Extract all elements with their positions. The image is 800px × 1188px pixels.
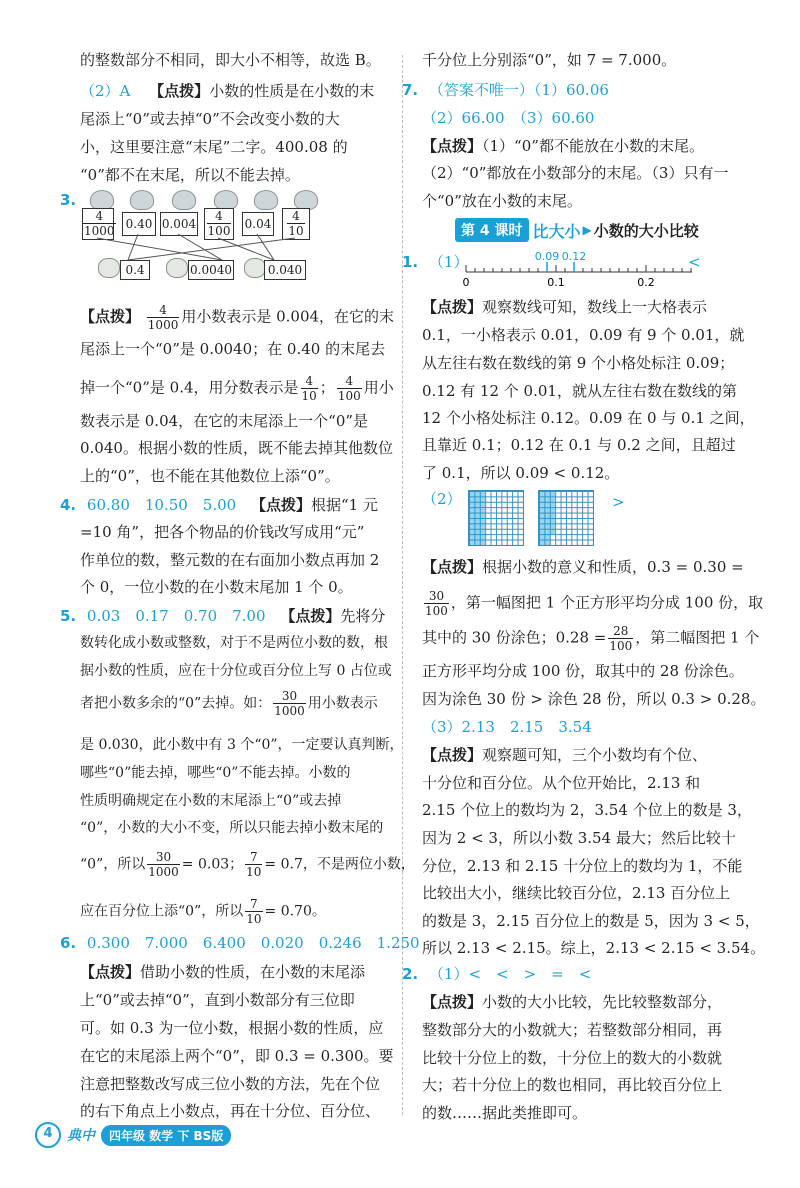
part-label: （2）: [422, 490, 462, 508]
tick-label: 0.2: [637, 276, 655, 288]
text-line: 上的“0”，也不能在其他数位上添“0”。: [80, 467, 340, 485]
lesson-subtitle: 小数的大小比较: [593, 221, 699, 240]
brand-logo: 典中: [67, 1128, 95, 1144]
text-line: 大；若十分位上的数也相同，再比较百分位上: [422, 1076, 723, 1094]
answer-box: 0.040: [264, 260, 306, 280]
shaded-region: [550, 491, 555, 534]
q6-line: 6. 0.300 7.000 6.400 0.020 0.246 1.250: [60, 934, 420, 952]
hundred-grid: [538, 490, 594, 546]
compare-answer: >: [612, 493, 625, 511]
compare-answer: <: [688, 253, 701, 271]
option-box: 0.40: [122, 212, 156, 236]
text-line: 分位，2.13 和 2.15 十分位上的数均为 1，不能: [422, 857, 743, 875]
text-line: 的数是 3，2.15 百分位上的数是 5，因为 3 < 5，: [422, 912, 760, 930]
option-box: $\frac{4}{10}$: [282, 208, 310, 240]
s1-tip-line: 【点拨】观察题可知，三个小数均有个位、: [422, 746, 708, 764]
series-label: 四年级 数学 下 BS版: [101, 1125, 231, 1146]
q5-frac-line: 者把小数多余的“0”去掉。如： $\frac{30}{1000}$ 用小数表示: [80, 689, 378, 718]
mark-label: 0.12: [561, 250, 587, 263]
text-line: 0.1，一小格表示 0.01，0.09 有 9 个 0.01，就: [422, 326, 745, 344]
s2-tip-line: 【点拨】小数的大小比较，先比较整数部分，: [422, 993, 723, 1011]
hundred-grid: [468, 490, 524, 546]
text-line: 0.040。根据小数的性质，既不能去掉其他数位: [80, 439, 393, 457]
s2-line: 2. （1）< < > = <: [402, 965, 592, 983]
q7-line: 7. （答案不唯一）（1）60.06: [402, 81, 609, 99]
text-line: 整数部分大的小数就大；若整数部分相同，再: [422, 1021, 723, 1039]
text-line: 比较出大小，继续比较百分位，2.13 百分位上: [422, 884, 731, 902]
text-line: 比较十分位上的数，十分位上的数大的小数就: [422, 1049, 723, 1067]
text-line: 了 0.1，所以 0.09 < 0.12。: [422, 464, 620, 482]
text-line: 正方形平均分成 100 份，取其中的 28 份涂色。: [422, 662, 744, 680]
frac-line: $\frac{30}{100}$ ，第一幅图把 1 个正方形平均分成 100 份，取: [425, 589, 764, 618]
text-line: 哪些“0”能去掉，哪些“0”不能去掉。小数的: [80, 765, 351, 781]
text-line: 因为涂色 30 份 > 涂色 28 份，所以 0.3 > 0.28。: [422, 690, 766, 708]
text-line: 小，这里要注意“末尾”二字。400.08 的: [80, 138, 348, 156]
q5-line: 5. 0.03 0.17 0.70 7.00 【点拨】先将分: [60, 607, 386, 625]
answer-line: （3）2.13 2.15 3.54: [422, 718, 592, 736]
tick-label: 0: [462, 276, 470, 288]
text-line: 因为 2 < 3，所以小数 3.54 最大；然后比较十: [422, 829, 736, 847]
answer-line: （2）66.00 （3）60.60: [422, 109, 595, 127]
lesson-header: [455, 218, 699, 242]
text-line: 数表示是 0.04，在它的末尾添上一个“0”是: [80, 412, 369, 430]
text-line: 十分位和百分位。从个位开始比，2.13 和: [422, 774, 701, 792]
text-line: 数转化成小数或整数，对于不是两位小数的数，根: [80, 635, 388, 651]
text-line: 且靠近 0.1；0.12 在 0.1 与 0.2 之间，且超过: [422, 436, 736, 454]
s1-tip-line: 【点拨】观察数线可知，数线上一大格表示: [422, 298, 708, 316]
q5-frac-line: 应在百分位上添“0”，所以 $\frac{7}{10}$ = 0.70。: [80, 897, 326, 926]
text-line: 性质明确规定在小数的末尾添上“0”或去掉: [80, 793, 342, 809]
text-line: =10 角”，把各个物品的价钱改写成用“元”: [80, 523, 365, 541]
snail-frog-diagram: [80, 188, 390, 280]
option-box: $\frac{4}{100}$: [204, 208, 234, 240]
lesson-tag: 第 4 课时: [455, 218, 529, 242]
text-line: 的整数部分不相同，即大小不相等，故选 B。: [80, 51, 381, 69]
answer: （2）A: [80, 82, 131, 100]
option-box: 0.04: [242, 212, 274, 236]
frog-icon: [166, 258, 188, 278]
question-number: 3.: [60, 191, 77, 209]
q7-tip-line: 【点拨】（1）“0”都不能放在小数的末尾。: [422, 137, 704, 155]
frac-line: 其中的 30 份涂色；0.28 = $\frac{28}{100}$ ，第二幅图把 1 个: [422, 624, 760, 653]
q6-tip-line: 【点拨】借助小数的性质，在小数的末尾添: [80, 963, 366, 981]
text-line: 上“0”或去掉“0”，直到小数部分有三位即: [80, 991, 355, 1009]
text-line: 个 0，一位小数的在小数末尾加 1 个 0。: [80, 578, 353, 596]
s1-line: 1. （1）: [402, 253, 469, 271]
text-line: 作单位的数，整元数的在右面加小数点再加 2: [80, 551, 380, 569]
text-line: 在它的末尾添上两个“0”，即 0.3 = 0.300。要: [80, 1047, 394, 1065]
frog-icon: [244, 258, 266, 278]
mark-label: 0.09: [534, 250, 560, 263]
text-line: 2.15 个位上的数均为 2，3.54 个位上的数是 3，: [422, 801, 752, 819]
text-line: 的数……据此类推即可。: [422, 1104, 588, 1122]
text-line: 据小数的性质，应在十分位或百分位上写 0 占位或: [80, 663, 392, 679]
tick-label: 0.1: [547, 276, 565, 288]
answer-box: 0.4: [120, 260, 150, 280]
text-line: 千分位上分别添“0”，如 7 = 7.000。: [422, 51, 677, 69]
q5-frac-line: “0”，所以 $\frac{30}{1000}$ = 0.03； $\frac{7}{10}$ = 0.7，不是两位小数，: [80, 850, 415, 879]
page-number: 4: [35, 1122, 61, 1148]
text-line: （2）“0”都放在小数部分的末尾。（3）只有一: [422, 164, 729, 182]
q2-line: [80, 81, 374, 101]
text-line: 尾添上“0”或去掉“0”不会改变小数的大: [80, 110, 340, 128]
text-line: “0”都不在末尾，所以不能去掉。: [80, 166, 300, 184]
option-box: $\frac{4}{1000}$: [84, 209, 115, 238]
text-line: 0.12 有 12 个 0.01，就从左往右数在数线的第: [422, 382, 737, 400]
text-line: 可。如 0.3 为一位小数，根据小数的性质，应: [80, 1019, 384, 1037]
text-line: 从左往右数在数线的第 9 个小格处标注 0.09；: [422, 354, 735, 372]
text-line: 12 个小格处标注 0.12。0.09 在 0 与 0.1 之间，: [422, 409, 755, 427]
text-line: 尾添上一个“0”是 0.0040；在 0.40 的末尾去: [80, 340, 386, 358]
s1-tip-line: 【点拨】根据小数的意义和性质，0.3 = 0.30 =: [422, 558, 744, 576]
text-line: 个“0”放在小数的末尾。: [422, 192, 582, 210]
arrow-icon: ▶: [582, 223, 592, 237]
number-line: [460, 248, 700, 288]
text-line: 的右下角点上小数点，再在十分位、百分位、: [80, 1102, 381, 1120]
column-divider: [402, 55, 403, 1115]
page-footer: [35, 1122, 231, 1148]
text-line: 所以 2.13 < 2.15。综上，2.13 < 2.15 < 3.54。: [422, 939, 766, 957]
q3-line: 掉一个“0”是 0.4，用分数表示是 $\frac{4}{10}$ ； $\frac{4}{100}$ 用小: [80, 374, 394, 403]
lesson-title: 比大小: [532, 221, 581, 241]
answer-box: 0.0040: [188, 260, 234, 280]
text-line: 注意把整数改写成三位小数的方法，先在个位: [80, 1075, 381, 1093]
shaded-region: [539, 491, 550, 545]
text-line: “0”，小数的大小不变，所以只能去掉小数末尾的: [80, 820, 384, 836]
text: 小数的性质是在小数的末: [209, 82, 375, 100]
q4-line: 4. 60.80 10.50 5.00 【点拨】根据“1 元: [60, 496, 378, 514]
q3-tip-line: 【点拨】 $\frac{4}{1000}$ 用小数表示是 0.004，在它的末: [80, 303, 395, 332]
shaded-region: [469, 491, 485, 545]
frog-icon: [98, 258, 120, 278]
option-box: 0.004: [160, 212, 198, 236]
tip-label: 【点拨】: [149, 82, 210, 100]
text-line: 是 0.030，此小数中有 3 个“0”，一定要认真判断，: [80, 737, 404, 753]
